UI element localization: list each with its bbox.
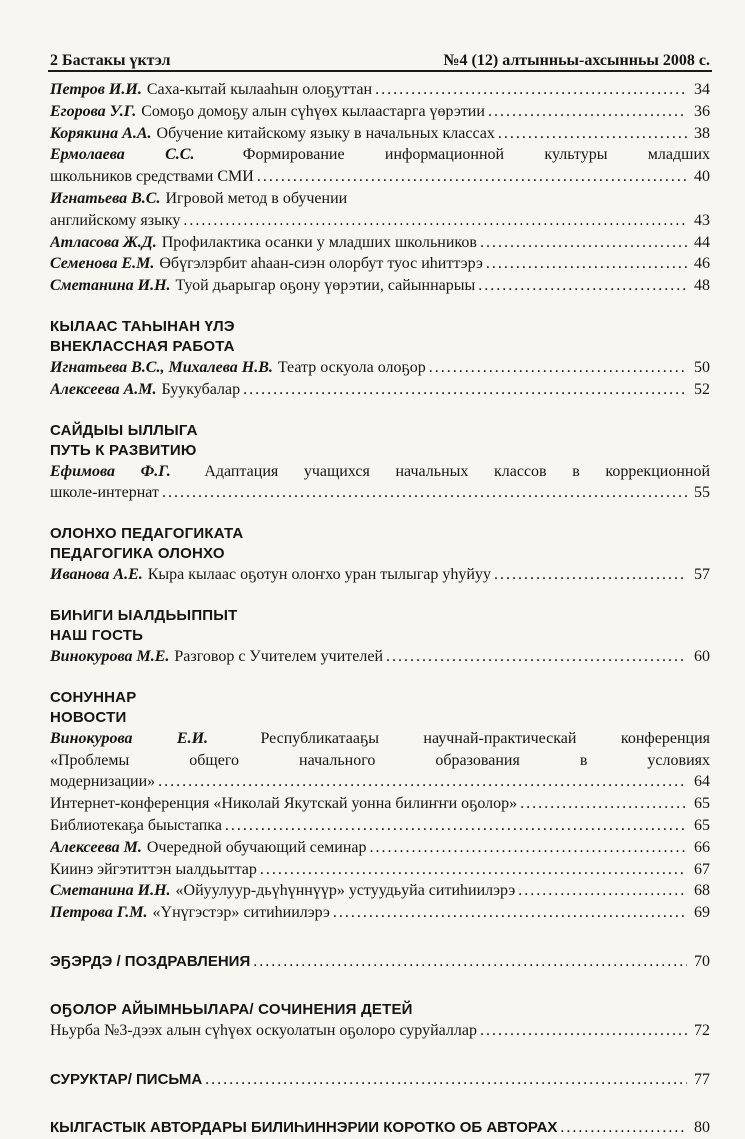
entry-title: Интернет-конференция «Николай Якутскай уонна билиҥҥи оҕолор» xyxy=(50,795,518,813)
section-heading: КЫЛААС ТАҺЫНАН ҮЛЭ xyxy=(50,317,235,335)
entry-page: 69 xyxy=(694,904,710,922)
section-news xyxy=(50,688,710,924)
table-of-contents xyxy=(50,79,710,1139)
dot-leader xyxy=(253,951,687,973)
section-development xyxy=(50,421,710,505)
entry-author: Винокурова Е.И. xyxy=(50,729,209,747)
section-heading: СУРУКТАР/ ПИСЬМА xyxy=(50,1070,203,1088)
toc-entry[interactable] xyxy=(50,837,710,859)
toc-entry[interactable] xyxy=(50,232,710,254)
entry-author: Сметанина И.Н. xyxy=(50,277,171,295)
header-left: 2 Бастакы үктэл xyxy=(50,52,171,69)
toc-entry[interactable] xyxy=(50,880,710,902)
toc-entry[interactable] xyxy=(50,564,710,586)
entry-title-cont: «Проблемы общего начального образования в условиях xyxy=(50,751,710,769)
toc-entry[interactable] xyxy=(50,461,710,483)
section-heading: НОВОСТИ xyxy=(50,708,127,726)
section-heading: ВНЕКЛАССНАЯ РАБОТА xyxy=(50,337,235,355)
toc-entry[interactable] xyxy=(50,951,710,973)
dot-leader xyxy=(486,253,687,275)
entry-author: Игнатьева В.С., Михалева Н.В. xyxy=(50,358,273,376)
entry-author: Алексеева М. xyxy=(50,838,142,856)
section-heading: ОЛОНХО ПЕДАГОГИКАТА xyxy=(50,525,244,543)
entry-page: 77 xyxy=(694,1070,710,1088)
section-heading: КЫЛГАСТЫК АВТОРДАРЫ БИЛИҺИННЭРИИ КОРОТКО ОБ АВТОРАХ xyxy=(50,1119,558,1137)
dot-leader xyxy=(243,379,687,401)
entry-author: Петрова Г.М. xyxy=(50,904,148,922)
toc-entry[interactable] xyxy=(50,253,710,275)
entry-page: 68 xyxy=(694,882,710,900)
toc-entry[interactable] xyxy=(50,123,710,145)
entry-page: 43 xyxy=(694,211,710,229)
entry-author: Атласова Ж.Д. xyxy=(50,233,157,251)
dot-leader xyxy=(205,1069,687,1091)
dot-leader xyxy=(183,210,687,232)
dot-leader xyxy=(478,275,687,297)
toc-entry[interactable] xyxy=(50,902,710,924)
entry-title-cont: школьников средствами СМИ xyxy=(50,168,254,186)
entry-page: 64 xyxy=(694,773,710,791)
section-heading: ПУТЬ К РАЗВИТИЮ xyxy=(50,441,197,459)
toc-entry[interactable] xyxy=(50,188,710,210)
toc-entry-continuation[interactable] xyxy=(50,750,710,772)
entry-title: Обучение китайскому языку в начальных классах xyxy=(156,124,495,142)
section-children xyxy=(50,1000,710,1042)
toc-entry[interactable] xyxy=(50,357,710,379)
dot-leader xyxy=(260,859,687,881)
section-olonkho xyxy=(50,524,710,586)
toc-entry[interactable] xyxy=(50,275,710,297)
toc-entry[interactable] xyxy=(50,793,710,815)
entry-author: Егорова У.Г. xyxy=(50,102,137,120)
entry-title: Театр оскуола олоҕор xyxy=(277,358,426,376)
entry-page: 67 xyxy=(694,860,710,878)
entry-page: 65 xyxy=(694,816,710,834)
entry-page: 60 xyxy=(694,647,710,665)
entry-title: Туой дьарыгар оҕону үөрэтии, сайыннарыы xyxy=(175,277,476,295)
entry-title: Разговор с Учителем учителей xyxy=(174,647,384,665)
entry-title: Адаптация учащихся начальных классов в коррекционной xyxy=(204,462,710,480)
entry-author: Ефимова Ф.Г. xyxy=(50,462,171,480)
dot-leader xyxy=(225,815,687,837)
section-letters xyxy=(50,1069,710,1091)
section-heading: СОНУННАР xyxy=(50,688,137,706)
entry-title: Игровой метод в обучении xyxy=(165,189,348,207)
dot-leader xyxy=(162,482,687,504)
toc-entry[interactable] xyxy=(50,1020,710,1042)
entry-title: Буукубалар xyxy=(161,380,241,398)
dot-leader xyxy=(518,880,687,902)
entry-title: «Ойуулуур-дьүһүннүүр» устуудьуйа ситиһиилэрэ xyxy=(175,882,516,900)
entry-title: Очередной обучающий семинар xyxy=(146,838,367,856)
entry-page: 38 xyxy=(694,124,710,142)
entry-title: Өбүгэлэрбит аһаан-сиэн олорбут туос иһиттэрэ xyxy=(159,255,483,273)
entry-title: Республикатааҕы научнай-практическай конференция xyxy=(260,729,710,747)
dot-leader xyxy=(494,564,687,586)
dot-leader xyxy=(488,101,687,123)
entry-page: 65 xyxy=(694,795,710,813)
toc-entry-continuation[interactable] xyxy=(50,210,710,232)
toc-entry-continuation[interactable] xyxy=(50,771,710,793)
entry-title: Ньурба №3-дээх алын сүһүөх оскуолатын оҕолоро суруйаллар xyxy=(50,1021,477,1039)
entry-title: Сомоҕо домоҕу алын сүһүөх кылаастарга үөрэтии xyxy=(141,102,485,120)
dot-leader xyxy=(386,646,687,668)
section-heading: ОҔОЛОР АЙЫМНЬЫЛАРА/ СОЧИНЕНИЯ ДЕТЕЙ xyxy=(50,1000,413,1018)
entry-page: 40 xyxy=(694,168,710,186)
entry-author: Семенова Е.М. xyxy=(50,255,155,273)
entry-page: 52 xyxy=(694,380,710,398)
dot-leader xyxy=(333,902,687,924)
entry-page: 70 xyxy=(694,952,710,970)
entry-author: Сметанина И.Н. xyxy=(50,882,171,900)
entry-title-cont: английскому языку xyxy=(50,211,181,229)
entry-title: Кыра кылаас оҕотун олоҥхо уран тылыгар уһуйуу xyxy=(147,566,491,584)
header-rule xyxy=(48,70,712,72)
entry-title: Профилактика осанки у младших школьников xyxy=(161,233,477,251)
section-guest xyxy=(50,606,710,668)
entry-author: Алексеева А.М. xyxy=(50,380,157,398)
section-heading: НАШ ГОСТЬ xyxy=(50,626,144,644)
entry-page: 48 xyxy=(694,277,710,295)
toc-entry[interactable] xyxy=(50,79,710,101)
toc-entry[interactable] xyxy=(50,728,710,750)
entry-page: 66 xyxy=(694,838,710,856)
entry-title: Киинэ эйгэтиттэн ыалдьыттар xyxy=(50,860,257,878)
entry-page: 55 xyxy=(694,484,710,502)
entry-page: 72 xyxy=(694,1021,710,1039)
entry-page: 50 xyxy=(694,358,710,376)
entry-author: Петров И.И. xyxy=(50,81,142,98)
dot-leader xyxy=(498,123,687,145)
section-heading: САЙДЫЫ ЫЛЛЫГА xyxy=(50,421,198,439)
dot-leader xyxy=(480,1020,687,1042)
entry-page: 36 xyxy=(694,102,710,120)
toc-entry[interactable] xyxy=(50,144,710,166)
entry-author: Корякина А.А. xyxy=(50,124,152,142)
entry-page: 80 xyxy=(694,1119,710,1137)
toc-entry[interactable] xyxy=(50,1069,710,1091)
entry-page: 46 xyxy=(694,255,710,273)
toc-entry[interactable] xyxy=(50,859,710,881)
dot-leader xyxy=(429,357,687,379)
dot-leader xyxy=(370,837,687,859)
dot-leader xyxy=(158,771,687,793)
toc-entry[interactable] xyxy=(50,379,710,401)
toc-entry-continuation[interactable] xyxy=(50,166,710,188)
section-greetings xyxy=(50,951,710,973)
entry-title: «Үнүгэстэр» ситиһиилэрэ xyxy=(152,904,330,922)
toc-entry[interactable] xyxy=(50,815,710,837)
page-header xyxy=(50,44,710,70)
entry-author: Ермолаева С.С. xyxy=(50,146,195,164)
entry-title-cont: модернизации» xyxy=(50,773,156,791)
entry-page: 34 xyxy=(694,81,710,98)
entry-author: Винокурова М.Е. xyxy=(50,647,170,665)
entry-page: 57 xyxy=(694,566,710,584)
section-extracurricular xyxy=(50,317,710,401)
entry-title: Библиотекаҕа быыстапка xyxy=(50,816,222,834)
entry-author: Игнатьева В.С. xyxy=(50,189,161,207)
toc-entry-continuation[interactable] xyxy=(50,482,710,504)
entry-title-cont: школе-интернат xyxy=(50,484,159,502)
section-heading: ЭҔЭРДЭ / ПОЗДРАВЛЕНИЯ xyxy=(50,952,251,970)
entry-author: Иванова А.Е. xyxy=(50,566,143,584)
header-right: №4 (12) алтынньы-ахсынньы 2008 с. xyxy=(443,52,710,69)
dot-leader xyxy=(520,793,687,815)
dot-leader xyxy=(257,166,687,188)
dot-leader xyxy=(375,79,687,101)
section-heading: БИҺИГИ ЫАЛДЬЫППЫТ xyxy=(50,606,238,624)
entry-page: 44 xyxy=(694,233,710,251)
dot-leader xyxy=(480,232,687,254)
toc-entry[interactable] xyxy=(50,646,710,668)
entry-title: Формирование информационной культуры младших xyxy=(242,146,710,164)
section-heading: ПЕДАГОГИКА ОЛОНХО xyxy=(50,545,225,563)
toc-entry[interactable] xyxy=(50,101,710,123)
entry-title: Саха-кытай кылааһын олоҕуттан xyxy=(146,81,373,98)
